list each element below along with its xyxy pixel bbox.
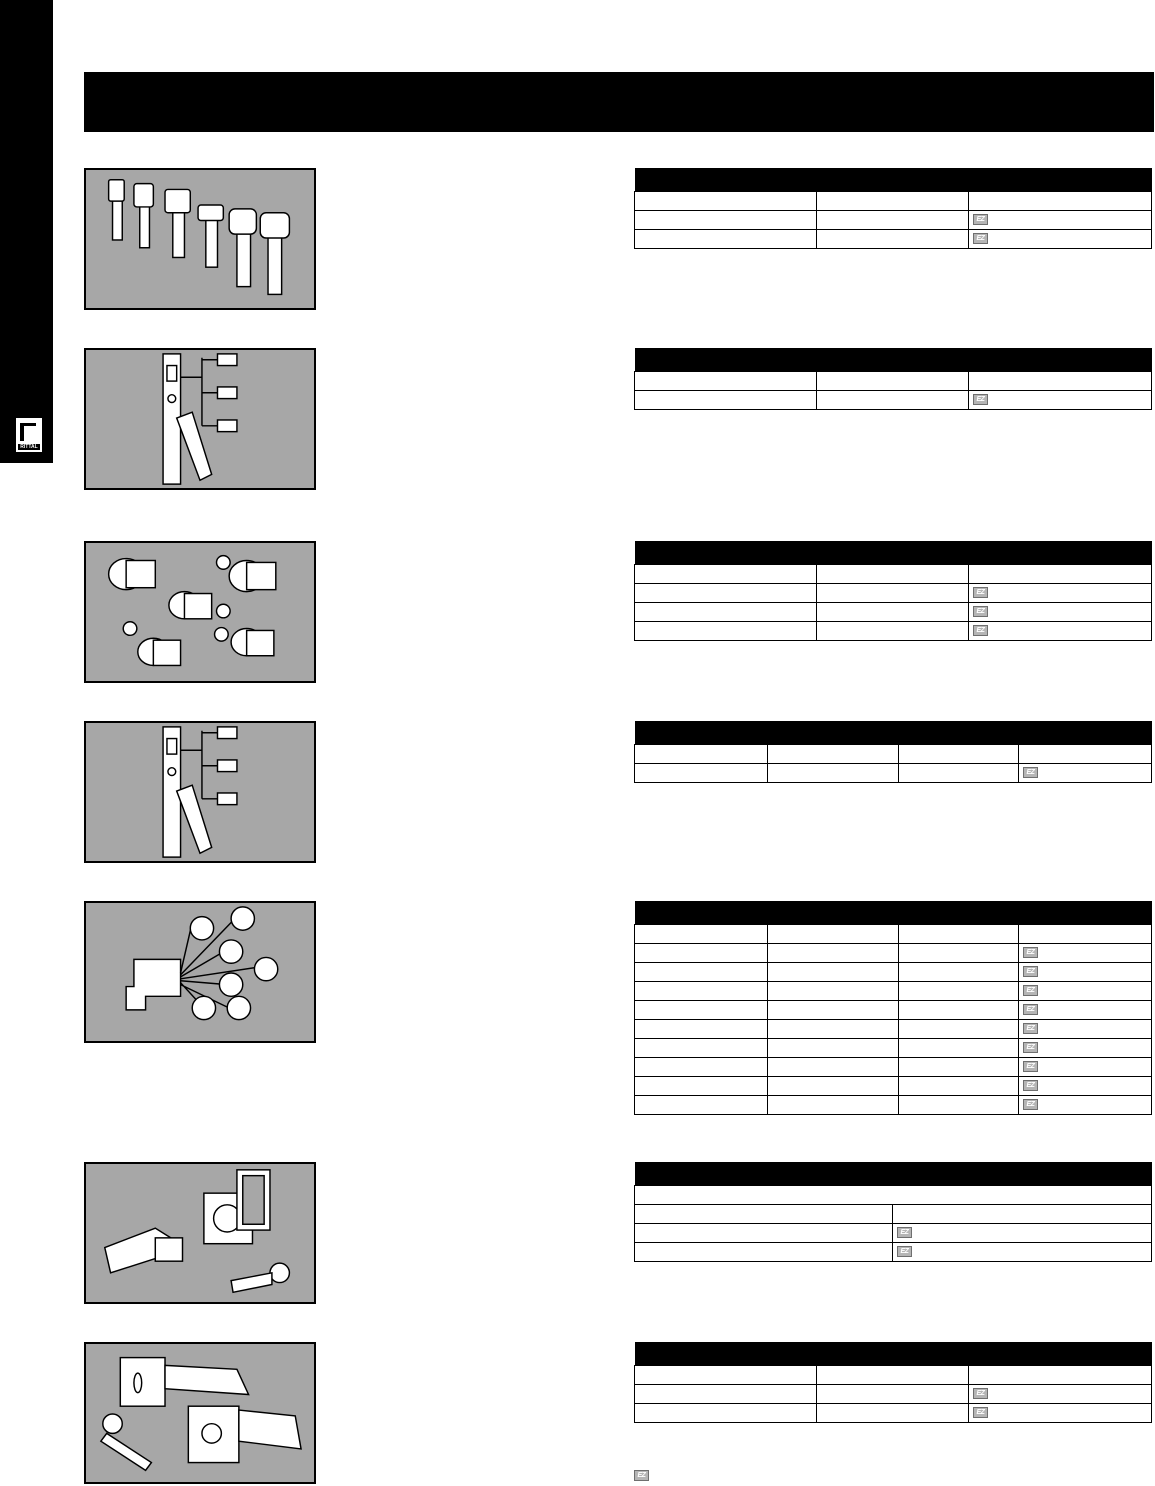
- ez-stock-icon: EZ: [973, 625, 988, 636]
- table-row: [635, 1077, 1152, 1096]
- handle-inserts-photo-2: [84, 721, 316, 863]
- table-row: [635, 764, 1152, 783]
- table-row: [635, 211, 1152, 230]
- table-row: [635, 1224, 1152, 1243]
- table-header: [635, 348, 1152, 372]
- table-row: [635, 944, 1152, 963]
- table-row: [635, 1058, 1152, 1077]
- table-row: [635, 372, 1152, 391]
- ez-stock-icon: EZ: [973, 394, 988, 405]
- spec-table-6: [634, 1162, 1152, 1262]
- table-row: [635, 1243, 1152, 1262]
- spec-table-2: [634, 348, 1152, 410]
- ez-stock-icon: EZ: [1023, 1042, 1038, 1053]
- table-row: [635, 584, 1152, 603]
- table-row: [635, 963, 1152, 982]
- table-header: [635, 1162, 1152, 1186]
- ez-stock-icon: EZ: [973, 587, 988, 598]
- ez-stock-icon: EZ: [973, 214, 988, 225]
- spec-table-7: [634, 1342, 1152, 1423]
- table-row: [635, 925, 1152, 944]
- ez-stock-icon: EZ: [1023, 1080, 1038, 1091]
- table-row: [635, 622, 1152, 641]
- ez-stock-icon: EZ: [973, 233, 988, 244]
- table-row: [635, 565, 1152, 584]
- table-header: [635, 541, 1152, 565]
- table-row: [635, 982, 1152, 1001]
- table-row: [635, 1096, 1152, 1115]
- comfort-handle-inserts-photo: [84, 348, 316, 490]
- ez-stock-icon: EZ: [1023, 985, 1038, 996]
- table-row: [635, 1001, 1152, 1020]
- table-header: [635, 168, 1152, 192]
- ez-stock-icon: EZ: [973, 1388, 988, 1399]
- table-row: [635, 192, 1152, 211]
- ez-stock-icon: EZ: [1023, 1023, 1038, 1034]
- ez-stock-icon: EZ: [1023, 966, 1038, 977]
- ez-stock-icon: EZ: [1023, 767, 1038, 778]
- page-title-banner: [84, 72, 1154, 132]
- table-row: [635, 391, 1152, 410]
- ez-stock-icon: EZ: [1023, 1004, 1038, 1015]
- rittal-logo: [16, 418, 42, 452]
- table-row: [635, 1205, 1152, 1224]
- ez-stock-icon: EZ: [973, 1407, 988, 1418]
- lock-cylinders-photo: [84, 541, 316, 683]
- spec-table-4: [634, 721, 1152, 783]
- spec-table-5: [634, 901, 1152, 1115]
- ez-legend-icon: EZ: [634, 1470, 649, 1481]
- table-row: [635, 1366, 1152, 1385]
- table-row: [635, 1020, 1152, 1039]
- spec-table-1: [634, 168, 1152, 249]
- section-side-tab: [0, 0, 53, 463]
- table-row: [635, 1404, 1152, 1423]
- logo-wordmark: RITTAL: [18, 444, 40, 450]
- ez-stock-icon: EZ: [897, 1227, 912, 1238]
- ez-stock-icon: EZ: [1023, 1061, 1038, 1072]
- table-row: [635, 1385, 1152, 1404]
- logo-mark-horizontal: [20, 423, 36, 426]
- ez-stock-icon: EZ: [897, 1246, 912, 1257]
- table-header: [635, 721, 1152, 745]
- table-header: [635, 1342, 1152, 1366]
- insert-variants-photo: [84, 901, 316, 1043]
- table-row: [635, 1186, 1152, 1205]
- table-row: [635, 230, 1152, 249]
- quarter-turn-inserts-photo: [84, 168, 316, 310]
- ez-stock-icon: EZ: [1023, 1099, 1038, 1110]
- t-handle-lock-photo: [84, 1162, 316, 1304]
- ez-stock-icon: EZ: [1023, 947, 1038, 958]
- table-header: [635, 901, 1152, 925]
- ez-stock-icon: EZ: [973, 606, 988, 617]
- table-row: [635, 603, 1152, 622]
- table-row: [635, 745, 1152, 764]
- table-row: [635, 1039, 1152, 1058]
- cam-lock-photo: [84, 1342, 316, 1484]
- spec-table-3: [634, 541, 1152, 641]
